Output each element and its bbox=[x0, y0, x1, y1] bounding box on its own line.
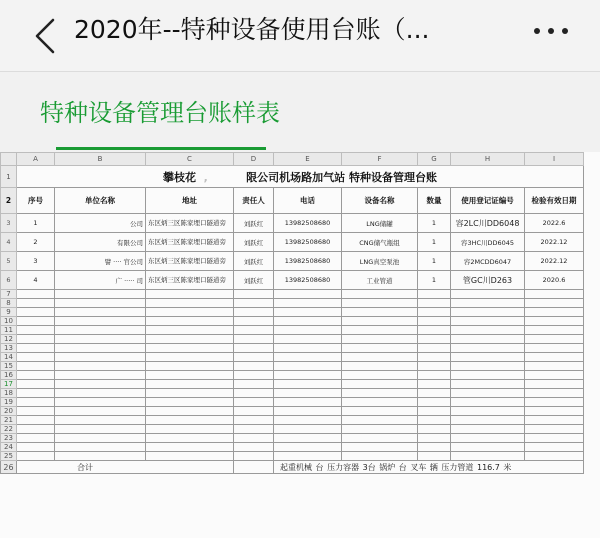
cell-reg: 容2MCDD6047 bbox=[451, 252, 525, 271]
cell-date: 2022.6 bbox=[525, 214, 584, 233]
cell-date: 2020.6 bbox=[525, 271, 584, 290]
table-row bbox=[1, 344, 584, 353]
row-number: 22 bbox=[1, 425, 17, 434]
header-address: 地址 bbox=[146, 188, 234, 214]
row-number: 12 bbox=[1, 335, 17, 344]
table-row bbox=[1, 407, 584, 416]
table-row bbox=[1, 362, 584, 371]
cell-reg: 容2LC川DD6048 bbox=[451, 214, 525, 233]
row-number: 26 bbox=[1, 461, 17, 474]
row-number: 25 bbox=[1, 452, 17, 461]
row-number: 17 bbox=[1, 380, 17, 389]
total-label: 合计 bbox=[17, 461, 234, 474]
table-row bbox=[1, 353, 584, 362]
header-date: 检验有效日期 bbox=[525, 188, 584, 214]
cell-qty: 1 bbox=[418, 233, 451, 252]
column-letter: H bbox=[451, 153, 525, 166]
column-letter: B bbox=[55, 153, 146, 166]
cell-date: 2022.12 bbox=[525, 233, 584, 252]
cell-no: 3 bbox=[17, 252, 55, 271]
back-button[interactable] bbox=[26, 16, 66, 56]
row-number: 19 bbox=[1, 398, 17, 407]
header-phone: 电话 bbox=[274, 188, 342, 214]
column-letter: A bbox=[17, 153, 55, 166]
cell-address: 东区炳三区陈家埋口隧道旁 bbox=[146, 252, 234, 271]
row-number: 20 bbox=[1, 407, 17, 416]
table-row bbox=[1, 452, 584, 461]
ellipsis-icon bbox=[534, 28, 540, 34]
row-number: 24 bbox=[1, 443, 17, 452]
document-heading: 特种设备管理台账样表 bbox=[40, 99, 280, 127]
cell-unit: 有限公司 bbox=[55, 233, 146, 252]
row-number: 16 bbox=[1, 371, 17, 380]
cell-phone: 13982508680 bbox=[274, 252, 342, 271]
cell-device: LNG储罐 bbox=[342, 214, 418, 233]
column-letter: C bbox=[146, 153, 234, 166]
cell-phone: 13982508680 bbox=[274, 271, 342, 290]
table-row bbox=[1, 317, 584, 326]
row-number: 13 bbox=[1, 344, 17, 353]
row-number: 8 bbox=[1, 299, 17, 308]
cell-person: 刘跃红 bbox=[234, 214, 274, 233]
cell-unit: 公司 bbox=[55, 214, 146, 233]
row-number: 10 bbox=[1, 317, 17, 326]
ledger-title-left: 攀枝花 bbox=[162, 170, 196, 184]
row-number: 15 bbox=[1, 362, 17, 371]
column-letter: G bbox=[418, 153, 451, 166]
cell-phone: 13982508680 bbox=[274, 214, 342, 233]
cell-address: 东区炳三区陈家埋口隧道旁 bbox=[146, 233, 234, 252]
header-qty: 数量 bbox=[418, 188, 451, 214]
column-letter: F bbox=[342, 153, 418, 166]
table-row bbox=[1, 425, 584, 434]
row-number: 5 bbox=[1, 252, 17, 271]
cell-address: 东区炳三区陈家埋口隧道旁 bbox=[146, 214, 234, 233]
cell-address: 东区炳三区陈家埋口隧道旁 bbox=[146, 271, 234, 290]
heading-underline bbox=[56, 147, 266, 150]
cell-no: 4 bbox=[17, 271, 55, 290]
header-reg: 使用登记证编号 bbox=[451, 188, 525, 214]
cell-qty: 1 bbox=[418, 214, 451, 233]
header-row bbox=[1, 188, 584, 214]
table-row bbox=[1, 290, 584, 299]
cell-reg: 管GC川D263 bbox=[451, 271, 525, 290]
row-number: 3 bbox=[1, 214, 17, 233]
header-device: 设备名称 bbox=[342, 188, 418, 214]
table-row bbox=[1, 389, 584, 398]
ledger-title bbox=[17, 166, 584, 188]
title-row bbox=[1, 166, 584, 188]
row-number: 2 bbox=[1, 188, 17, 214]
table-row bbox=[1, 434, 584, 443]
table-row bbox=[1, 233, 584, 252]
cell-no: 1 bbox=[17, 214, 55, 233]
corner-cell bbox=[1, 153, 17, 166]
table-row bbox=[1, 416, 584, 425]
table-row bbox=[1, 443, 584, 452]
cell-device: LNG真空泵池 bbox=[342, 252, 418, 271]
more-options-button[interactable] bbox=[534, 28, 584, 42]
row-number: 9 bbox=[1, 308, 17, 317]
cell-phone: 13982508680 bbox=[274, 233, 342, 252]
table-row bbox=[1, 326, 584, 335]
ellipsis-icon bbox=[548, 28, 554, 34]
cell-no: 2 bbox=[17, 233, 55, 252]
table-row bbox=[1, 252, 584, 271]
column-letter: I bbox=[525, 153, 584, 166]
header-person: 责任人 bbox=[234, 188, 274, 214]
table-row bbox=[1, 335, 584, 344]
cell-qty: 1 bbox=[418, 271, 451, 290]
table-row bbox=[1, 398, 584, 407]
cell-person: 刘跃红 bbox=[234, 252, 274, 271]
row-number: 1 bbox=[1, 166, 17, 188]
header-no: 序号 bbox=[17, 188, 55, 214]
table-row bbox=[1, 214, 584, 233]
ledger-title-right: 限公司机场路加气站 特种设备管理台账 bbox=[246, 170, 437, 184]
spreadsheet-image bbox=[0, 152, 600, 538]
cell-unit: 广 ‧‧‧‧‧ 司 bbox=[55, 271, 146, 290]
top-navigation-bar bbox=[0, 0, 600, 72]
column-letter: E bbox=[274, 153, 342, 166]
column-letter: D bbox=[234, 153, 274, 166]
cell-reg: 容3HC川DD6045 bbox=[451, 233, 525, 252]
row-number: 21 bbox=[1, 416, 17, 425]
table-row bbox=[1, 308, 584, 317]
cell-device: CNG储气瓶组 bbox=[342, 233, 418, 252]
redacted-text: , bbox=[199, 170, 243, 184]
row-number: 23 bbox=[1, 434, 17, 443]
chevron-left-icon bbox=[26, 16, 66, 56]
row-number: 6 bbox=[1, 271, 17, 290]
table-row bbox=[1, 271, 584, 290]
page-title: 2020年--特种设备使用台账（... bbox=[74, 15, 430, 44]
cell-person: 刘跃红 bbox=[234, 233, 274, 252]
row-number: 4 bbox=[1, 233, 17, 252]
cell-qty: 1 bbox=[418, 252, 451, 271]
total-stats: 起重机械 台 压力容器 3台 锅炉 台 叉车 辆 压力管道 116.7 米 bbox=[274, 461, 584, 474]
column-header-row bbox=[1, 153, 584, 166]
table-row bbox=[1, 380, 584, 389]
header-unit: 单位名称 bbox=[55, 188, 146, 214]
cell-unit: 譬 ‧‧‧‧ 官公司 bbox=[55, 252, 146, 271]
table-row bbox=[1, 371, 584, 380]
row-number: 18 bbox=[1, 389, 17, 398]
cell-device: 工业管道 bbox=[342, 271, 418, 290]
row-number: 7 bbox=[1, 290, 17, 299]
ellipsis-icon bbox=[562, 28, 568, 34]
cell-date: 2022.12 bbox=[525, 252, 584, 271]
table-row bbox=[1, 299, 584, 308]
row-number: 11 bbox=[1, 326, 17, 335]
row-number: 14 bbox=[1, 353, 17, 362]
cell-person: 刘跃红 bbox=[234, 271, 274, 290]
total-row bbox=[1, 461, 584, 474]
ledger-table bbox=[0, 152, 584, 474]
